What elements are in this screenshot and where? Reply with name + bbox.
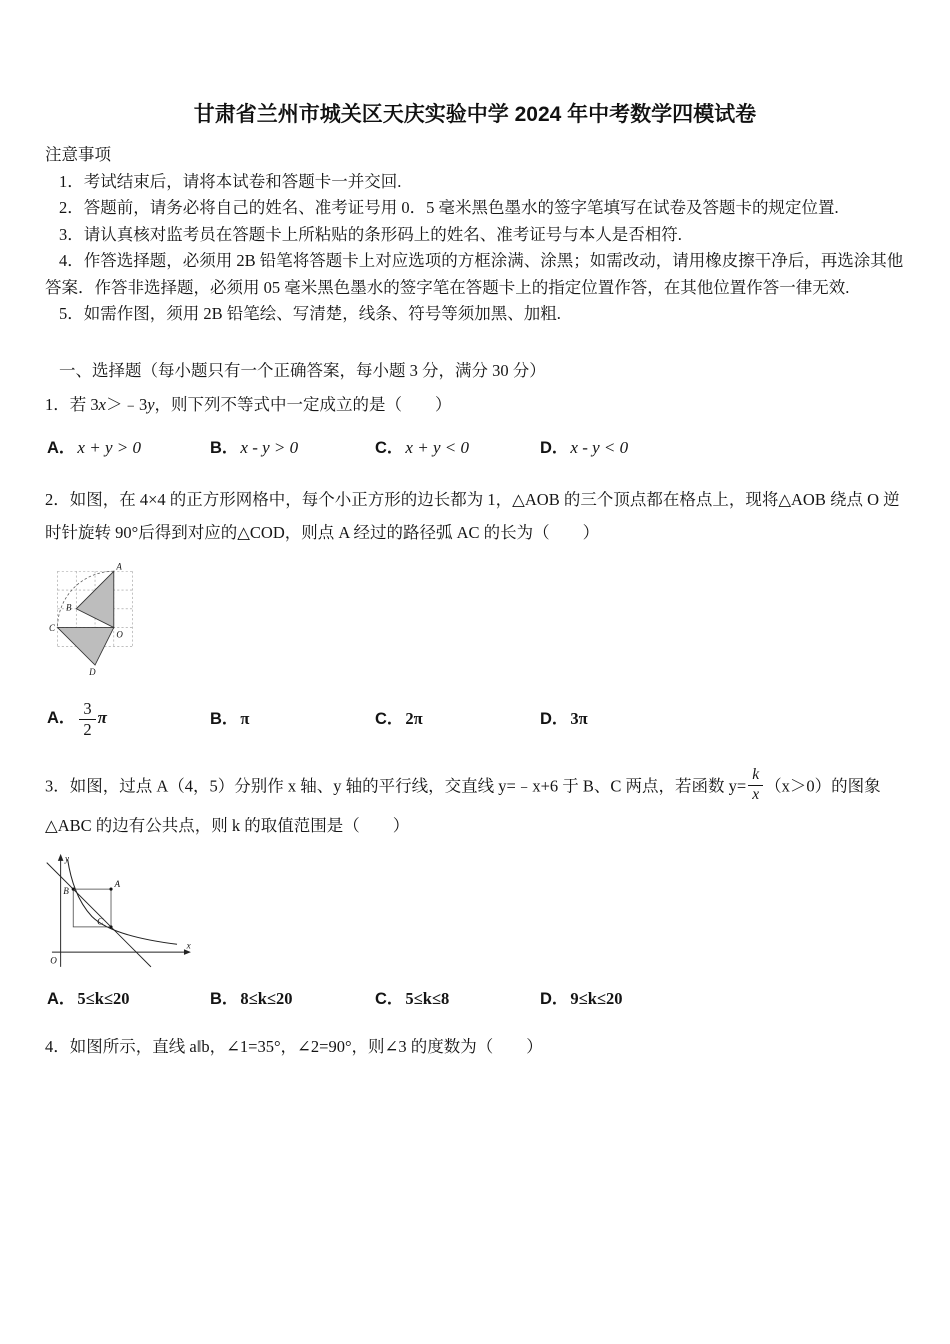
q1-var-x: x bbox=[98, 395, 106, 414]
point-label-a: A bbox=[116, 561, 122, 572]
point-label-b: B bbox=[66, 602, 72, 613]
q3-text-part2: （x＞0）的图象 bbox=[765, 776, 881, 796]
option-letter: C． bbox=[375, 990, 404, 1009]
point-label-b: B bbox=[63, 886, 69, 897]
option-value: 5≤k≤8 bbox=[405, 989, 450, 1009]
q1-options bbox=[45, 433, 905, 463]
notice-item-5: 5．如需作图，须用 2B 铅笔绘、写清楚，线条、符号等须加黑、加粗. bbox=[59, 304, 561, 323]
fraction-numerator: 3 bbox=[79, 700, 95, 720]
q1-text-part3: ，则下列不等式中一定成立的是（ ） bbox=[154, 395, 452, 414]
q1-text-part2: ＞﹣3 bbox=[105, 395, 148, 414]
option-letter: D． bbox=[540, 709, 569, 728]
point-label-c: C bbox=[49, 622, 55, 633]
notice-item-4: 4．作答选择题，必须用 2B 铅笔将答题卡上对应选项的方框涂满、涂黑；如需改动，请用橡皮擦干净后，再选涂其他答案．作答非选择题，必须用 05 毫米黑色墨水的签字笔在答题卡上的指定位置作答，在其他位置作答一律无效. bbox=[45, 251, 904, 297]
question-1 bbox=[45, 388, 905, 463]
axis-label-x: x bbox=[186, 941, 191, 952]
option-letter: A． bbox=[47, 438, 76, 457]
q3-option-d bbox=[540, 986, 905, 1013]
q1-var-y: y bbox=[147, 395, 155, 414]
option-formula: x - y > 0 bbox=[240, 437, 299, 457]
axis-label-y: y bbox=[64, 854, 70, 865]
question-4 bbox=[45, 1030, 905, 1063]
option-value: 3π bbox=[570, 708, 588, 728]
line-y-equals-minus-x-plus-6 bbox=[47, 863, 151, 967]
q4-text: 4．如图所示，直线 a‖b，∠1=35°，∠2=90°，则∠3 的度数为（ ） bbox=[45, 1037, 543, 1057]
option-value: π bbox=[240, 708, 250, 728]
option-formula: x - y < 0 bbox=[570, 437, 629, 457]
q1-text bbox=[45, 388, 905, 421]
option-letter: C． bbox=[375, 709, 404, 728]
option-letter: B． bbox=[210, 990, 239, 1009]
option-value: 8≤k≤20 bbox=[240, 989, 293, 1009]
q2-figure bbox=[49, 559, 153, 679]
q3-option-a bbox=[47, 986, 210, 1013]
option-value: 9≤k≤20 bbox=[570, 989, 623, 1009]
point-label-a: A bbox=[114, 879, 121, 890]
point-label-d: D bbox=[89, 667, 96, 678]
option-value: π bbox=[97, 707, 107, 727]
q1-text-part1: 1．若 3 bbox=[45, 395, 99, 414]
origin-label-o: O bbox=[50, 955, 57, 966]
fraction-k-over-x bbox=[748, 767, 763, 803]
q3-text-part1: 3．如图，过点 A（4，5）分别作 x 轴、y 轴的平行线，交直线 y=﹣x+6 于 B、C 两点，若函数 y= bbox=[45, 776, 747, 796]
q2-text: 2．如图，在 4×4 的正方形网格中，每个小正方形的边长都为 1，△AOB 的三个顶点都在格点上，现将△AOB 绕点 O 逆时针旋转 90°后得到对应的△COD，则点 A 经过的路径弧 AC 的长为（ ） bbox=[45, 490, 900, 542]
q1-option-d bbox=[540, 435, 905, 462]
point-label-o: O bbox=[116, 629, 123, 640]
page-title: 甘肃省兰州市城关区天庆实验中学 2024 年中考数学四模试卷 bbox=[193, 103, 757, 126]
fraction bbox=[79, 700, 95, 739]
q3-figure bbox=[45, 852, 197, 974]
q1-option-a bbox=[47, 435, 210, 462]
option-letter: D． bbox=[540, 438, 569, 457]
option-letter: B． bbox=[210, 438, 239, 457]
q2-option-d bbox=[540, 706, 905, 733]
q3-text-line1 bbox=[45, 767, 905, 803]
q2-option-c bbox=[375, 706, 540, 733]
option-value: 2π bbox=[405, 708, 423, 728]
q3-options bbox=[45, 984, 905, 1014]
section-heading: 一、选择题（每小题只有一个正确答案，每小题 3 分，满分 30 分） bbox=[59, 360, 546, 380]
question-2 bbox=[45, 483, 905, 741]
q3-text-line2: △ABC 的边有公共点，则 k 的取值范围是（ ） bbox=[45, 816, 410, 836]
fraction-denominator: x bbox=[752, 785, 760, 803]
option-letter: D． bbox=[540, 990, 569, 1009]
q1-option-b bbox=[210, 435, 375, 462]
option-letter: C． bbox=[375, 438, 404, 457]
option-letter: B． bbox=[210, 709, 239, 728]
axes bbox=[52, 860, 186, 968]
q3-option-c bbox=[375, 986, 540, 1013]
notice-item-2: 2．答题前，请务必将自己的姓名、准考证号用 0．5 毫米黑色墨水的签字笔填写在试卷及答题卡的规定位置. bbox=[59, 198, 839, 217]
y-axis-arrow bbox=[58, 854, 64, 861]
q3-option-b bbox=[210, 986, 375, 1013]
option-letter: A． bbox=[47, 990, 76, 1009]
notice-item-1: 1．考试结束后，请将本试卷和答题卡一并交回. bbox=[59, 171, 402, 191]
fraction-numerator: k bbox=[748, 767, 763, 786]
option-letter: A． bbox=[47, 708, 76, 727]
notice-item-3: 3．请认真核对监考员在答题卡上所粘贴的条形码上的姓名、准考证号与本人是否相符. bbox=[59, 224, 682, 244]
notice-section bbox=[45, 142, 905, 328]
q2-option-b bbox=[210, 706, 375, 733]
notice-heading: 注意事项 bbox=[45, 145, 111, 164]
q2-options bbox=[45, 697, 905, 741]
fraction-denominator: 2 bbox=[83, 719, 92, 739]
q2-option-a bbox=[47, 700, 210, 739]
q1-option-c bbox=[375, 435, 540, 462]
option-value: 5≤k≤20 bbox=[77, 989, 130, 1009]
point-label-c: C bbox=[97, 916, 104, 927]
question-3 bbox=[45, 767, 905, 1014]
option-formula: x + y > 0 bbox=[77, 437, 141, 457]
option-formula: x + y < 0 bbox=[405, 437, 469, 457]
hyperbola-curve bbox=[68, 860, 177, 945]
